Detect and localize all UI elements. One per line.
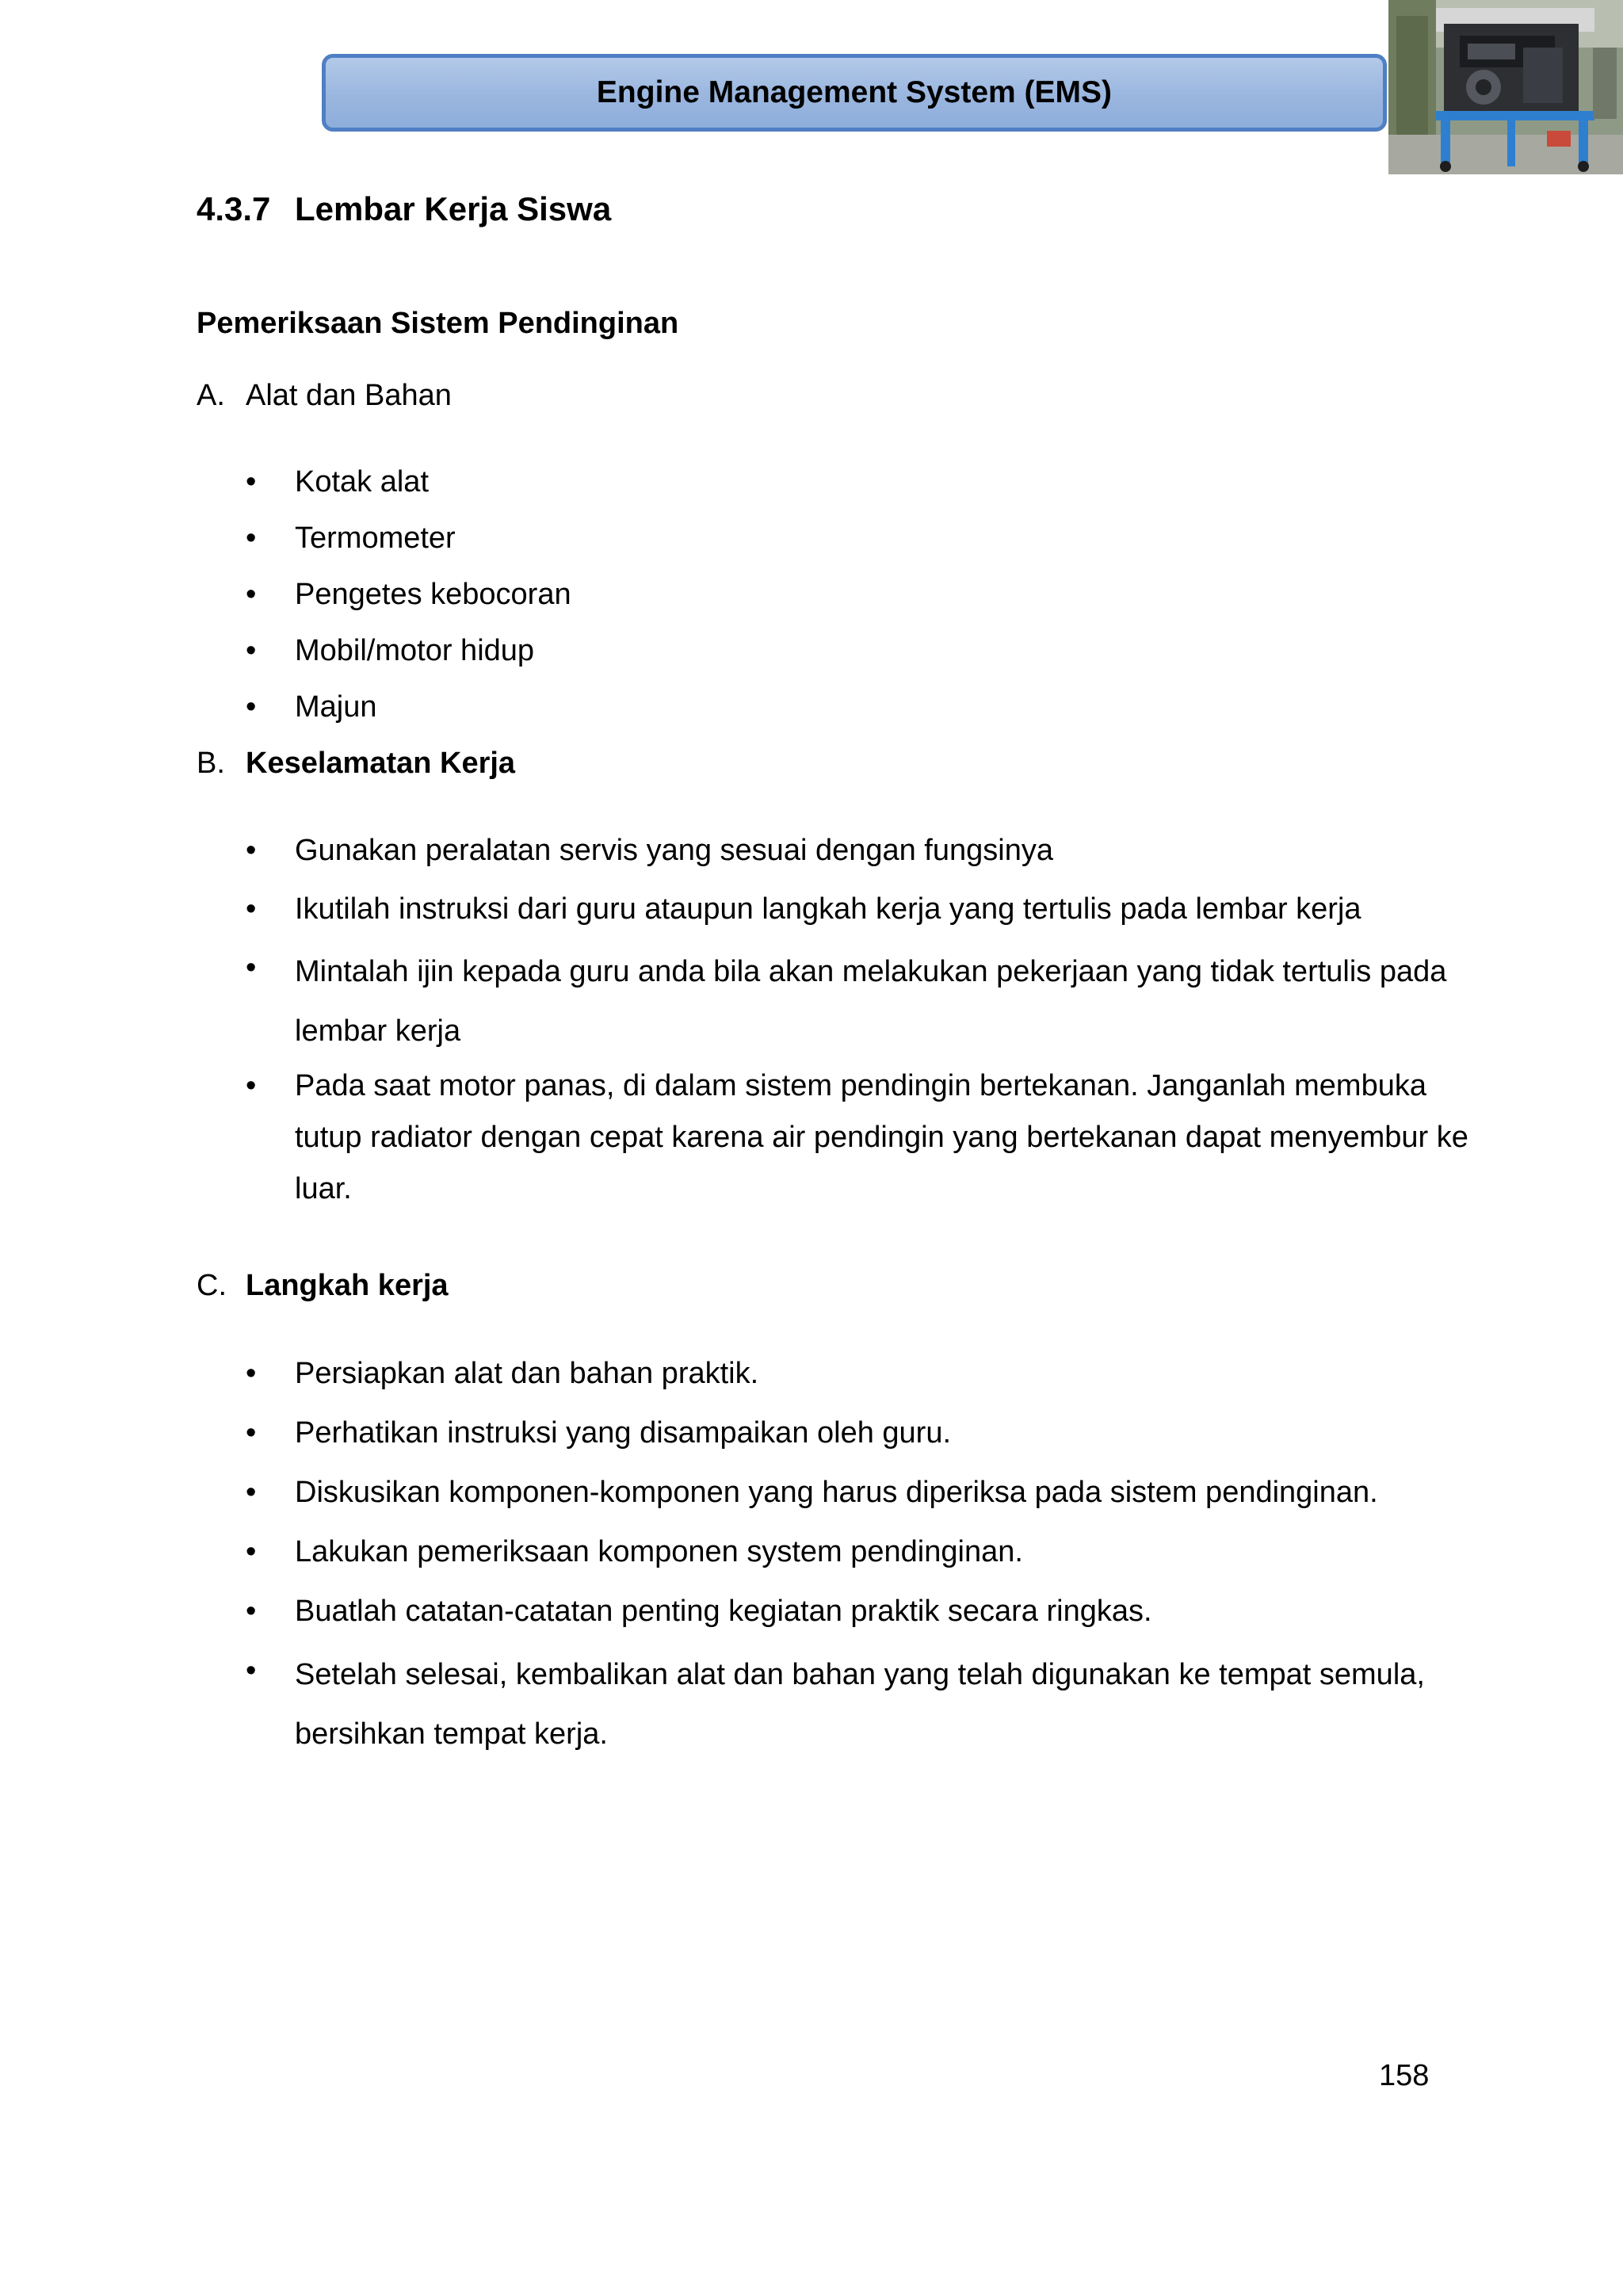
worksheet-subtitle: Pemeriksaan Sistem Pendinginan (197, 307, 679, 340)
bullet-icon: • (246, 1357, 257, 1390)
bullet-icon: • (246, 1654, 257, 1687)
list-item-text: Majun (295, 690, 377, 724)
list-item-text: Setelah selesai, kembalikan alat dan bahan yang telah digunakan ke tempat semula, bersihkan tempat kerja. (295, 1658, 1425, 1751)
bullet-icon: • (246, 578, 257, 611)
bullet-icon: • (246, 1476, 257, 1509)
list-item-text: Ikutilah instruksi dari guru ataupun langkah kerja yang tertulis pada lembar kerja (295, 892, 1361, 926)
part-c-letter: C. (197, 1269, 227, 1302)
list-item-text: Perhatikan instruksi yang disampaikan oleh guru. (295, 1416, 952, 1450)
list-item-text: Persiapkan alat dan bahan praktik. (295, 1357, 759, 1390)
list-item-text: Mobil/motor hidup (295, 634, 535, 667)
bullet-icon: • (246, 1595, 257, 1628)
part-b-letter: B. (197, 747, 225, 780)
bullet-icon: • (246, 690, 257, 724)
list-item-text: Gunakan peralatan servis yang sesuai dengan fungsinya (295, 834, 1053, 867)
bullet-icon: • (246, 521, 257, 555)
part-c-heading (197, 1269, 449, 1303)
header-title: Engine Management System (EMS) (596, 75, 1113, 109)
bullet-icon: • (246, 1416, 257, 1450)
bullet-icon: • (246, 834, 257, 867)
part-b-title: Keselamatan Kerja (246, 747, 516, 780)
part-c-title: Langkah kerja (246, 1269, 449, 1302)
bullet-icon: • (246, 892, 257, 926)
list-item-text: Lakukan pemeriksaan komponen system pendinginan. (295, 1535, 1023, 1568)
section-number: 4.3.7 (197, 190, 271, 227)
bullet-icon: • (246, 1069, 257, 1102)
bullet-icon: • (246, 1535, 257, 1568)
part-a-heading (197, 379, 452, 413)
section-title: Lembar Kerja Siswa (295, 190, 612, 227)
list-item-text: Termometer (295, 521, 456, 555)
list-item-text: Diskusikan komponen-komponen yang harus diperiksa pada sistem pendinginan. (295, 1476, 1378, 1509)
engine-trainer-photo (1388, 0, 1623, 174)
header-banner (322, 54, 1387, 132)
page-number: 158 (1379, 2059, 1430, 2092)
section-heading (197, 190, 611, 228)
part-b-heading (197, 747, 515, 781)
bullet-icon: • (246, 465, 257, 499)
part-a-letter: A. (197, 379, 225, 412)
bullet-icon: • (246, 951, 257, 984)
list-item-text: Buatlah catatan-catatan penting kegiatan praktik secara ringkas. (295, 1595, 1152, 1628)
bullet-icon: • (246, 634, 257, 667)
list-item-text: Pengetes kebocoran (295, 578, 571, 611)
list-item-text: Mintalah ijin kepada guru anda bila akan melakukan pekerjaan yang tidak tertulis pada lembar kerja (295, 955, 1447, 1048)
list-item-text: Pada saat motor panas, di dalam sistem pendingin bertekanan. Janganlah membuka tutup radiator dengan cepat karena air pendingin yang bertekanan dapat menyembur ke luar. (295, 1069, 1468, 1205)
part-a-title: Alat dan Bahan (246, 379, 452, 412)
list-item-text: Kotak alat (295, 465, 429, 499)
